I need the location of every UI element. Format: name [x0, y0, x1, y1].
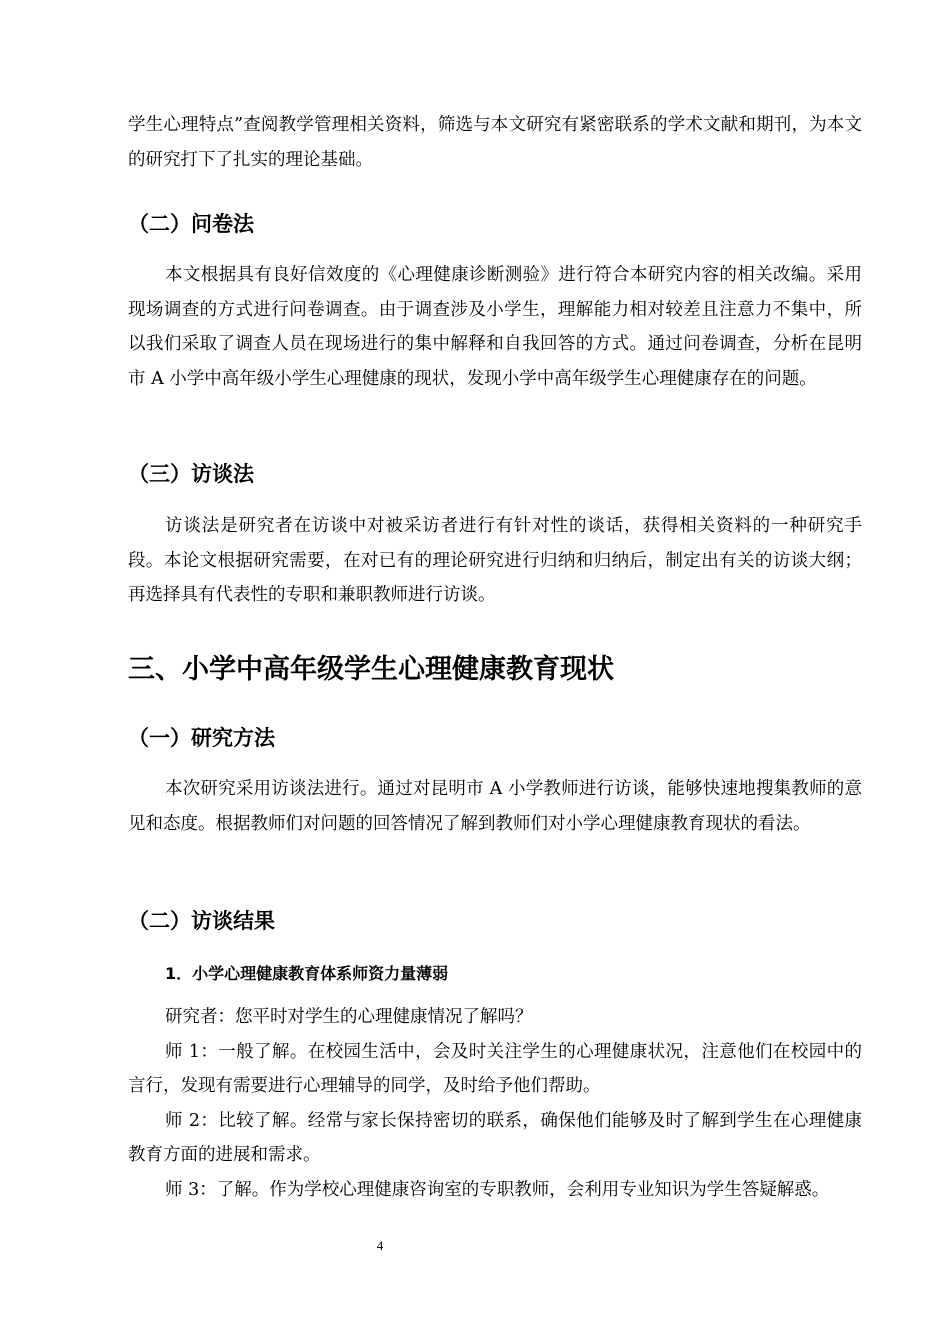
questionnaire-text: 本文根据具有良好信效度的《心理健康诊断测验》进行符合本研究内容的相关改编。采用现场调查的方式进行问卷调查。由于调查涉及小学生，理解能力相对较差且注意力不集中，所以我们采取了调查人员在现场进行的集中解释和自我回答的方式。通过问卷调查，分析在昆明市 A 小学中高年级小学生心理健康的现状，发现小学中高年级学生心理健康存在的问题。 — [128, 265, 862, 389]
interview-results-body — [128, 1000, 862, 1207]
questionnaire-paragraph — [128, 258, 862, 396]
chapter-heading: 三、小学中高年级学生心理健康教育现状 — [128, 654, 614, 685]
section-heading-interview-results: （二）访谈结果 — [128, 909, 275, 933]
subsection-heading: 1．小学心理健康教育体系师资力量薄弱 — [165, 964, 449, 983]
interview-method-paragraph — [128, 509, 862, 613]
researcher-question: 研究者：您平时对学生的心理健康情况了解吗？ — [165, 1007, 533, 1027]
teacher-2-answer: 师 2：比较了解。经常与家长保持密切的联系，确保他们能够及时了解到学生在心理健康教育方面的进展和需求。 — [128, 1110, 862, 1165]
page-number: 4 — [376, 1238, 384, 1253]
teacher-1-answer: 师 1：一般了解。在校园生活中，会及时关注学生的心理健康状况，注意他们在校园中的言行，发现有需要进行心理辅导的同学，及时给予他们帮助。 — [128, 1041, 862, 1096]
intro-paragraph-continued — [128, 108, 862, 177]
section-heading-interview-method: （三）访谈法 — [128, 462, 254, 486]
section-heading-research-method: （一）研究方法 — [128, 726, 275, 750]
research-method-text: 本次研究采用访谈法进行。通过对昆明市 A 小学教师进行访谈，能够快速地搜集教师的意见和态度。根据教师们对问题的回答情况了解到教师们对小学心理健康教育现状的看法。 — [128, 779, 862, 834]
interview-method-text: 访谈法是研究者在访谈中对被采访者进行有针对性的谈话，获得相关资料的一种研究手段。本论文根据研究需要，在对已有的理论研究进行归纳和归纳后，制定出有关的访谈大纲；再选择具有代表性的专职和兼职教师进行访谈。 — [128, 516, 862, 605]
teacher-3-answer: 师 3：了解。作为学校心理健康咨询室的专职教师，会利用专业知识为学生答疑解惑。 — [165, 1179, 830, 1200]
section-heading-questionnaire: （二）问卷法 — [128, 212, 254, 236]
intro-text: 学生心理特点”查阅教学管理相关资料，筛选与本文研究有紧密联系的学术文献和期刊，为本文的研究打下了扎实的理论基础。 — [128, 115, 862, 170]
research-method-paragraph — [128, 772, 862, 841]
